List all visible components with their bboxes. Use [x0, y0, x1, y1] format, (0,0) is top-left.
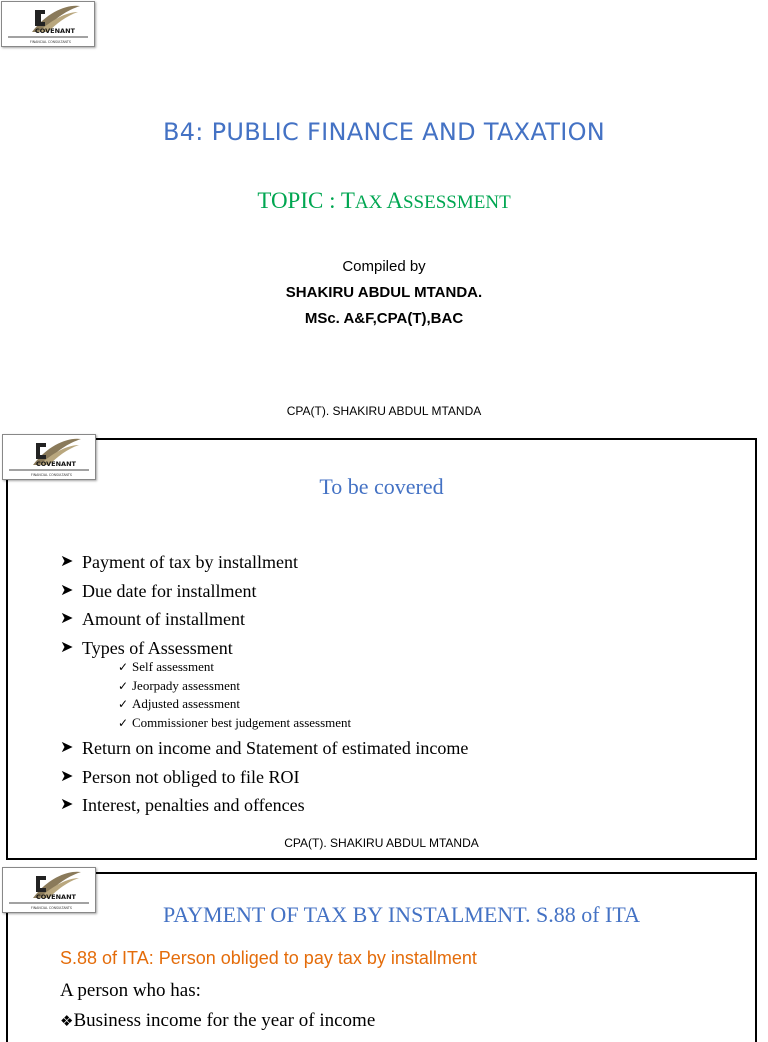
sublist-item: [118, 695, 468, 714]
list-item: [60, 634, 468, 733]
slide-heading: To be covered: [319, 474, 444, 499]
sublist-item-label: Jeorpady assessment: [132, 677, 240, 693]
list-item-label: Return on income and Statement of estimated income: [82, 738, 469, 758]
covenant-logo: [2, 434, 96, 480]
covenant-logo-icon: [3, 435, 95, 479]
topic-line: [0, 188, 768, 214]
sublist-item-label: Commissioner best judgement assessment: [132, 714, 352, 730]
slide-footer: CPA(T). SHAKIRU ABDUL MTANDA: [284, 836, 479, 850]
arrow-bullet-icon: ➤: [60, 553, 74, 570]
list-item-label: Interest, penalties and offences: [82, 795, 305, 815]
topic-word1-initial: T: [340, 188, 355, 213]
list-item-label: Due date for installment: [82, 580, 257, 601]
arrow-bullet-icon: ➤: [60, 767, 74, 785]
arrow-bullet-icon: ➤: [60, 638, 74, 656]
check-icon: ✓: [118, 697, 129, 711]
list-item: [60, 791, 468, 820]
author-name: SHAKIRU ABDUL MTANDA.: [285, 284, 483, 301]
check-icon: ✓: [118, 678, 129, 693]
slide-1: [0, 0, 768, 432]
list-item: [60, 763, 468, 792]
list-item: [60, 734, 468, 763]
slide-footer: CPA(T). SHAKIRU ABDUL MTANDA: [286, 404, 482, 418]
topics-list: [60, 548, 468, 820]
author-qualifications: MSc. A&F,CPA(T),BAC: [304, 310, 464, 327]
sublist-item-label: Adjusted assessment: [132, 696, 240, 711]
arrow-bullet-icon: ➤: [60, 610, 74, 627]
check-icon: ✓: [118, 715, 129, 730]
author-block: [0, 254, 768, 332]
slide-3: [6, 872, 757, 1042]
sublist-item: [118, 658, 468, 677]
sublist-item: [118, 677, 468, 696]
slide-2: [6, 438, 757, 860]
list-item: [60, 577, 468, 606]
topic-word1-rest: AX: [354, 192, 383, 213]
svg-text:COVENANT: COVENANT: [35, 27, 75, 35]
arrow-bullet-icon: ➤: [60, 739, 74, 756]
sublist-item: [118, 714, 468, 733]
covenant-logo-icon: [2, 2, 94, 46]
bullet-item-label: Business income for the year of income: [73, 1010, 376, 1031]
svg-text:COVENANT: COVENANT: [36, 460, 76, 468]
list-item: [60, 548, 468, 577]
list-item-label: Person not obliged to file ROI: [82, 766, 300, 787]
svg-text:FINANCIAL CONSULTANTS: FINANCIAL CONSULTANTS: [30, 40, 71, 44]
list-item-label: Amount of installment: [82, 609, 245, 629]
diamond-bullet-icon: ❖: [60, 1012, 74, 1030]
body-text: A person who has:: [60, 980, 201, 1001]
bullet-item: [60, 1010, 375, 1032]
topic-word2-rest: SSESSMENT: [402, 192, 511, 213]
arrow-bullet-icon: ➤: [60, 796, 74, 813]
sublist-item-label: Self assessment: [132, 659, 214, 674]
arrow-bullet-icon: ➤: [60, 581, 74, 599]
svg-text:COVENANT: COVENANT: [36, 893, 76, 901]
list-item-label: Types of Assessment: [82, 637, 233, 658]
topic-prefix: TOPIC :: [257, 188, 341, 213]
list-item-label: Payment of tax by installment: [82, 552, 298, 572]
section-subheading: S.88 of ITA: Person obliged to pay tax by installment: [60, 948, 477, 968]
slide-heading: PAYMENT OF TAX BY INSTALMENT. S.88 of ITA: [163, 902, 640, 927]
covenant-logo-icon: [3, 868, 95, 912]
check-icon: ✓: [118, 660, 129, 674]
assessment-types-sublist: [118, 658, 468, 732]
list-item: [60, 605, 468, 634]
topic-word2-initial: A: [386, 188, 403, 213]
slide-title: B4: PUBLIC FINANCE AND TAXATION: [162, 118, 606, 146]
covenant-logo: [2, 867, 96, 913]
svg-text:FINANCIAL CONSULTANTS: FINANCIAL CONSULTANTS: [31, 473, 72, 477]
svg-text:FINANCIAL CONSULTANTS: FINANCIAL CONSULTANTS: [31, 906, 72, 910]
compiled-by-label: Compiled by: [342, 258, 426, 275]
covenant-logo: [1, 1, 95, 47]
